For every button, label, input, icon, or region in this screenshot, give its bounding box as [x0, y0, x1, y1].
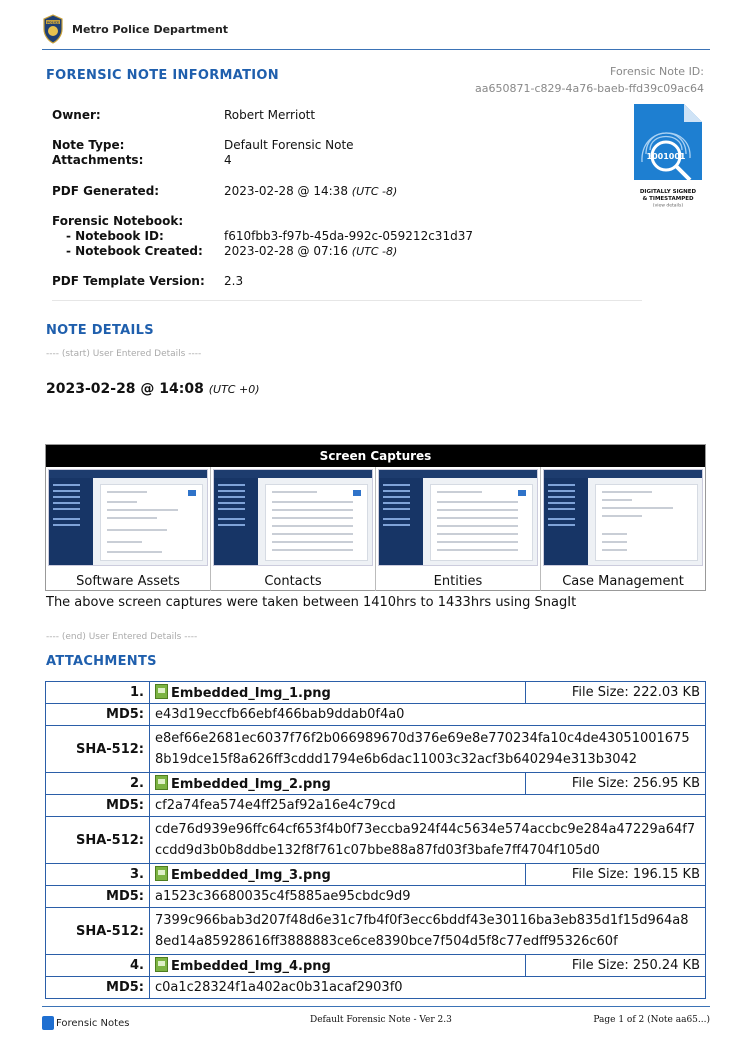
- note-details-title: NOTE DETAILS: [46, 323, 154, 338]
- attachment-size: File Size: 250.24 KB: [526, 955, 706, 977]
- police-badge-icon: [42, 14, 64, 44]
- digital-signature-seal-icon[interactable]: [630, 102, 706, 210]
- md5-value: a1523c36680035c4f5885ae95cbdc9d9: [150, 886, 706, 908]
- md5-label: MD5:: [46, 795, 150, 817]
- entry-date-value: 2023-02-28 @ 14:08: [46, 381, 204, 397]
- sha-line-1: e8ef66e2681ec6037f76f2b066989670d376e69e8e770234fa10c4de43051001675: [155, 731, 690, 746]
- md5-value: e43d19eccfb66ebf466bab9ddab0f4a0: [150, 704, 706, 726]
- seal-code: 1001001: [646, 152, 686, 161]
- screen-captures-table: [45, 444, 706, 591]
- md5-label: MD5:: [46, 886, 150, 908]
- attachment-number: 3.: [46, 864, 150, 886]
- sha-line-1: 7399c966bab3d207f48d6e31c7fb4f0f3ecc6bddf43e30116ba3eb835d1f15d964a8: [155, 913, 689, 928]
- attachment-row: [46, 682, 706, 704]
- capture-label: Entities: [433, 574, 483, 589]
- attachment-number: 2.: [46, 773, 150, 795]
- attachment-name-cell[interactable]: [150, 682, 526, 704]
- footer-center: Default Forensic Note - Ver 2.3: [310, 1015, 452, 1025]
- sha-value: [150, 908, 706, 955]
- pdf-generated-date: 2023-02-28 @ 14:38: [224, 184, 348, 198]
- sha-row: [46, 817, 706, 864]
- page-header: [42, 12, 710, 50]
- seal-line-1: DIGITALLY SIGNED: [639, 189, 697, 195]
- capture-label: Case Management: [562, 574, 684, 589]
- note-id-value: aa650871-c829-4a76-baeb-ffd39c09ac64: [475, 82, 704, 95]
- attachment-name: Embedded_Img_3.png: [171, 868, 331, 883]
- template-version-label: PDF Template Version:: [52, 274, 205, 288]
- attachment-name-cell[interactable]: [150, 864, 526, 886]
- md5-value: cf2a74fea574e4ff25af92a16e4c79cd: [150, 795, 706, 817]
- badge-text: POLICE: [46, 20, 60, 25]
- notebook-id-label: - Notebook ID:: [66, 229, 164, 243]
- owner-label: Owner:: [52, 108, 101, 122]
- attachment-row: [46, 773, 706, 795]
- template-version-value: 2.3: [224, 274, 244, 288]
- capture-cell[interactable]: [376, 467, 541, 591]
- sha-line-2: ccdd9d3b0b8ddbe132f8f761c07bbe88a87fd03f3bafe7ff4704f105d0: [155, 843, 600, 858]
- start-marker: ---- (start) User Entered Details ----: [46, 349, 202, 359]
- capture-cell[interactable]: [541, 467, 705, 591]
- pdf-generated-label: PDF Generated:: [52, 184, 160, 198]
- capture-label: Contacts: [264, 574, 322, 589]
- attachments-label: Attachments:: [52, 153, 144, 167]
- attachment-name-cell[interactable]: [150, 955, 526, 977]
- md5-label: MD5:: [46, 977, 150, 999]
- section-divider: [52, 300, 642, 301]
- attachments-value: 4: [224, 153, 232, 167]
- sha-label: SHA-512:: [46, 817, 150, 864]
- attachments-title: ATTACHMENTS: [46, 654, 157, 669]
- note-type-value: Default Forensic Note: [224, 138, 354, 152]
- attachment-number: 4.: [46, 955, 150, 977]
- page-footer: [42, 1006, 710, 1029]
- pdf-generated-tz: (UTC -8): [351, 185, 398, 198]
- notebook-created-value: [224, 244, 397, 259]
- note-id-label: Forensic Note ID:: [610, 65, 704, 78]
- notebook-id-value: f610fbb3-f97b-45da-992c-059212c31d37: [224, 229, 473, 243]
- sha-line-2: 8ed14a85928616ff3888883ce6ce8390bce7f504d5f8c77edff95326c60f: [155, 934, 618, 949]
- md5-row: [46, 704, 706, 726]
- md5-row: [46, 977, 706, 999]
- department-name: Metro Police Department: [72, 23, 229, 36]
- sha-value: [150, 726, 706, 773]
- notebook-created-date: 2023-02-28 @ 07:16: [224, 244, 348, 258]
- captures-caption: The above screen captures were taken between 1410hrs to 1433hrs using SnagIt: [46, 595, 577, 610]
- capture-cell[interactable]: [46, 467, 211, 591]
- attachments-detail-table: [45, 681, 706, 999]
- attachment-size: File Size: 222.03 KB: [526, 682, 706, 704]
- attachment-size: File Size: 196.15 KB: [526, 864, 706, 886]
- md5-label: MD5:: [46, 704, 150, 726]
- sha-value: [150, 817, 706, 864]
- entry-date-tz: (UTC +0): [208, 383, 260, 396]
- entry-date: [46, 381, 260, 397]
- screenshot-thumbnail[interactable]: [543, 469, 703, 566]
- attachment-row: [46, 955, 706, 977]
- png-file-icon: [155, 957, 168, 972]
- notebook-created-label: - Notebook Created:: [66, 244, 203, 258]
- sha-line-2: 8b19dce15f8a626ff3cddd1794e6b6dac11003c32acf3b640294e313b3042: [155, 752, 638, 767]
- png-file-icon: [155, 684, 168, 699]
- screenshot-thumbnail[interactable]: [48, 469, 208, 566]
- attachment-name: Embedded_Img_2.png: [171, 777, 331, 792]
- screenshot-thumbnail[interactable]: [378, 469, 538, 566]
- screen-captures-title: Screen Captures: [46, 445, 705, 467]
- end-marker: ---- (end) User Entered Details ----: [46, 632, 198, 642]
- sha-row: [46, 726, 706, 773]
- pdf-generated-value: [224, 184, 397, 199]
- attachment-row: [46, 864, 706, 886]
- png-file-icon: [155, 866, 168, 881]
- note-type-label: Note Type:: [52, 138, 125, 152]
- attachment-name: Embedded_Img_4.png: [171, 959, 331, 974]
- footer-logo: [42, 1016, 129, 1030]
- md5-row: [46, 886, 706, 908]
- md5-value: c0a1c28324f1a402ac0b31acaf2903f0: [150, 977, 706, 999]
- screenshot-thumbnail[interactable]: [213, 469, 373, 566]
- sha-label: SHA-512:: [46, 908, 150, 955]
- forensic-notes-logo-icon: [42, 1016, 54, 1030]
- owner-value: Robert Merriott: [224, 108, 316, 122]
- sha-line-1: cde76d939e96ffc64cf653f4b0f73eccba924f44c5634e574accbc9e284a47229a64f7: [155, 822, 696, 837]
- forensic-info-title: FORENSIC NOTE INFORMATION: [46, 68, 279, 83]
- png-file-icon: [155, 775, 168, 790]
- capture-label: Software Assets: [76, 574, 180, 589]
- sha-label: SHA-512:: [46, 726, 150, 773]
- attachment-number: 1.: [46, 682, 150, 704]
- notebook-created-tz: (UTC -8): [351, 245, 398, 258]
- notebook-label: Forensic Notebook:: [52, 214, 184, 228]
- attachment-name-cell[interactable]: [150, 773, 526, 795]
- seal-line-3: (view details): [652, 203, 684, 209]
- seal-line-2: & TIMESTAMPED: [642, 196, 694, 202]
- md5-row: [46, 795, 706, 817]
- sha-row: [46, 908, 706, 955]
- footer-logo-text: Forensic Notes: [56, 1017, 130, 1029]
- footer-page: Page 1 of 2 (Note aa65...): [593, 1015, 710, 1025]
- attachment-size: File Size: 256.95 KB: [526, 773, 706, 795]
- attachment-name: Embedded_Img_1.png: [171, 686, 331, 701]
- capture-cell[interactable]: [211, 467, 376, 591]
